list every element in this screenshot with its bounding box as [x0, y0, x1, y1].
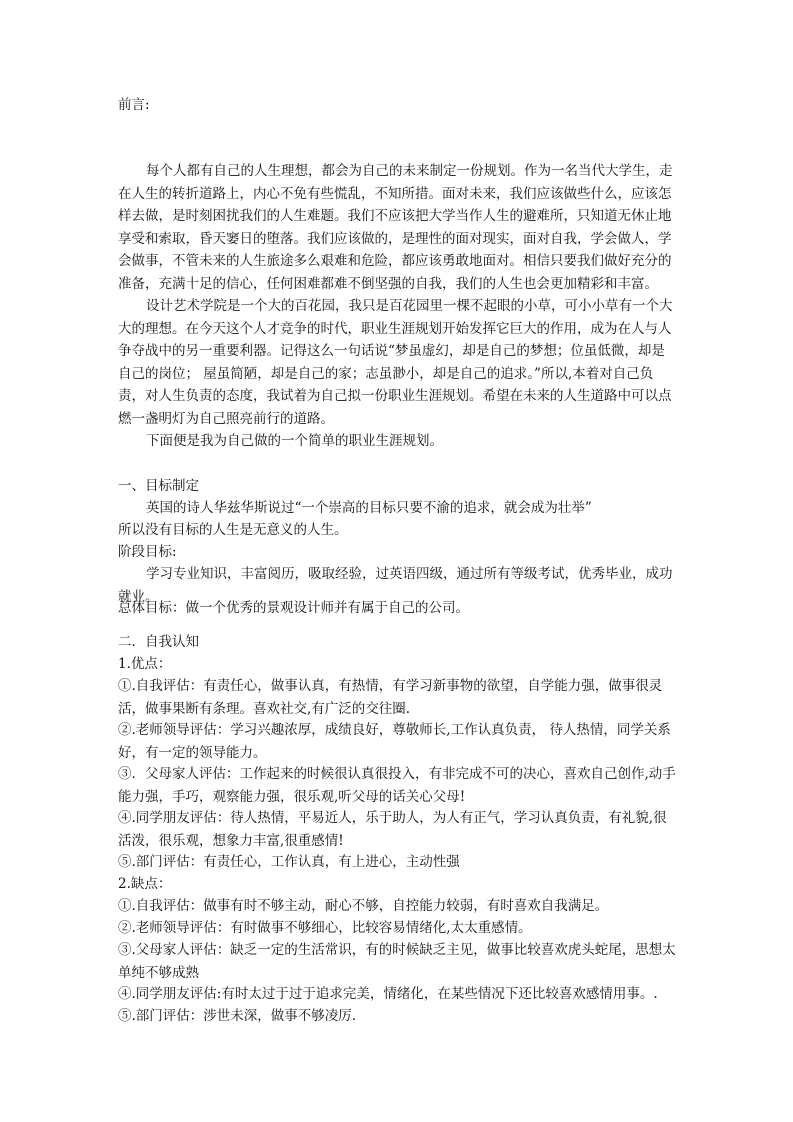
strength-item-5: ⑤.部门评估：有责任心，工作认真，有上进心，主动性强	[118, 854, 460, 870]
stage-goal-label: 阶段目标:	[118, 544, 177, 560]
overall-goal: 总体目标：做一个优秀的景观设计师并有属于自己的公司。	[118, 600, 469, 616]
stage-goal-text: 学习专业知识，丰富阅历，吸取经验，过英语四级，通过所有等级考试，优秀毕业，成功就业。	[118, 566, 673, 605]
section1-quote: 英国的诗人华兹华斯说过“一个崇高的目标只要不渝的追求，就会成为壮举”	[146, 500, 592, 516]
section2-heading: 二．自我认知	[118, 634, 199, 650]
strength-item-1: ①.自我评估：有责任心，做事认真，有热情，有学习新事物的欲望，自学能力强，做事很灵活，做事果断有条理。喜欢社交,有广泛的交往圈.	[118, 678, 663, 717]
weakness-item-3: ③.父母家人评估：缺乏一定的生活常识，有的时候缺乏主见，做事比较喜欢虎头蛇尾，思想太单纯不够成熟	[118, 942, 676, 981]
preface-paragraph-2: 设计艺术学院是一个大的百花园，我只是百花园里一棵不起眼的小草，可小小草有一个大大的理想。在今天这个人才竞争的时代，职业生涯规划开始发挥它巨大的作用，成为在人与人争夺战中的另一重要利器。记得这么一句话说“梦虽虚幻，却是自己的梦想；位虽低微，却是自己的岗位； 屋虽简陋，却是自己的家；志虽渺小，却是自己的追求。”所以,本着对自己负责，对人生负责的态度，我试着为自己拟一份职业生涯规划。希望在未来的人生道路中可以点燃一盏明灯为自己照亮前行的道路。	[118, 298, 673, 427]
weakness-item-2: ②.老师领导评估：有时做事不够细心，比较容易情绪化,太太重感情。	[118, 920, 532, 936]
section1-quote-cont: 所以没有目标的人生是无意义的人生。	[118, 522, 348, 538]
preface-heading: 前言:	[118, 97, 150, 113]
preface-paragraph-1: 每个人都有自己的人生理想，都会为自己的未来制定一份规划。作为一名当代大学生，走在人生的转折道路上，内心不免有些慌乱，不知所措。面对未来，我们应该做些什么，应该怎样去做，是时刻困扰我们的人生难题。我们不应该把大学当作人生的避难所，只知道无休止地享受和索取，昏天窭日的堕落。我们应该做的，是理性的面对现实，面对自我，学会做人，学会做事，不管未来的人生旅途多么艰难和危险，都应该勇敢地面对。相信只要我们做好充分的准备，充满十足的信心，任何困难都难不倒坚强的自我，我们的人生也会更加精彩和丰富。	[118, 163, 673, 292]
weaknesses-label: 2.缺点：	[118, 876, 172, 892]
strengths-label: 1.优点：	[118, 656, 172, 672]
weakness-item-5: ⑤.部门评估：涉世未深，做事不够凌厉.	[118, 1008, 357, 1024]
weakness-item-4: ④.同学朋友评估:有时太过于过于追求完美，情绪化，在某些情况下还比较喜欢感情用事。.	[118, 986, 658, 1002]
strength-item-3: ③．父母家人评估：工作起来的时候很认真很投入，有非完成不可的决心，喜欢自己创作,动手能力强，手巧，观察能力强，很乐观,听父母的话关心父母!	[118, 766, 676, 805]
strength-item-2: ②.老师领导评估：学习兴趣浓厚，成绩良好，尊敬师长,工作认真负责， 待人热情，同学关系好，有一定的领导能力。	[118, 722, 671, 761]
strength-item-4: ④.同学朋友评估：待人热情，平易近人，乐于助人，为人有正气，学习认真负责，有礼貌,很活泼，很乐观，想象力丰富,很重感情!	[118, 810, 667, 849]
preface-paragraph-3: 下面便是我为自己做的一个简单的职业生涯规划。	[146, 433, 443, 449]
weakness-item-1: ①.自我评估：做事有时不够主动，耐心不够，自控能力较弱，有时喜欢自我满足。	[118, 898, 609, 914]
section1-heading: 一、目标制定	[118, 478, 199, 494]
